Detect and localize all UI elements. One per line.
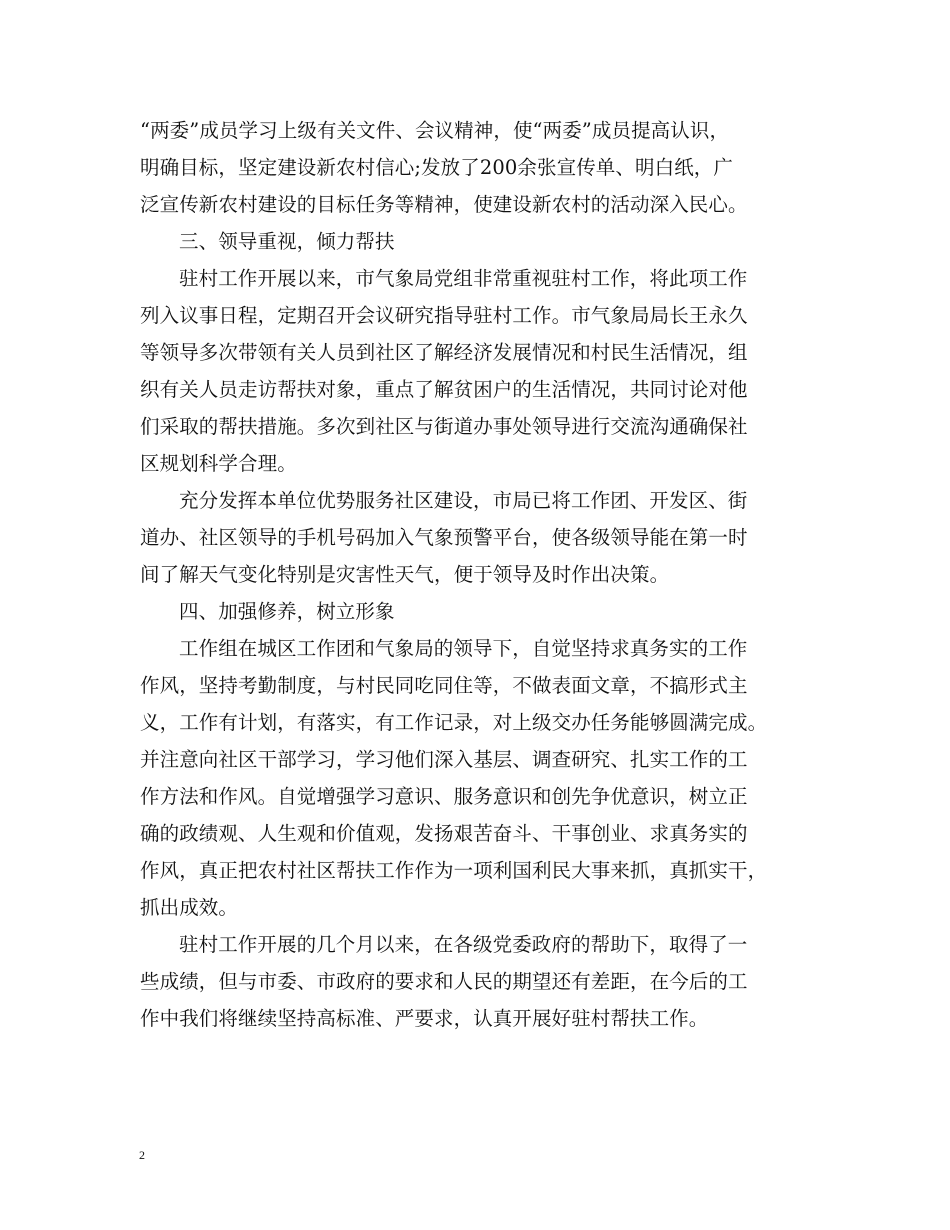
body-text-line: 泛宣传新农村建设的目标任务等精神，使建设新农村的活动深入民心。 bbox=[140, 193, 748, 216]
body-text-line: 并注意向社区干部学习，学习他们深入基层、调查研究、扎实工作的工 bbox=[140, 748, 748, 771]
body-text-line: “两委”成员学习上级有关文件、会议精神，使“两委”成员提高认识， bbox=[140, 119, 730, 142]
body-text-line: 织有关人员走访帮扶对象，重点了解贫困户的生活情况，共同讨论对他 bbox=[140, 378, 748, 401]
body-text-line: 抓出成效。 bbox=[140, 896, 239, 919]
paragraph-first-line: 驻村工作开展以来，市气象局党组非常重视驻村工作，将此项工作 bbox=[179, 267, 748, 290]
body-text-line: 义，工作有计划，有落实，有工作记录，对上级交办任务能够圆满完成。 bbox=[140, 711, 768, 734]
body-text-line: 作方法和作风。自觉增强学习意识、服务意识和创先争优意识，树立正 bbox=[140, 785, 748, 808]
paragraph-first-line: 工作组在城区工作团和气象局的领导下，自觉坚持求真务实的工作 bbox=[179, 637, 748, 660]
body-text-line: 们采取的帮扶措施。多次到社区与街道办事处领导进行交流沟通确保社 bbox=[140, 415, 748, 438]
page-number: 2 bbox=[139, 1148, 145, 1162]
body-text-line: 作中我们将继续坚持高标准、严要求，认真开展好驻村帮扶工作。 bbox=[140, 1007, 709, 1030]
body-text-line: 些成绩，但与市委、市政府的要求和人民的期望还有差距，在今后的工 bbox=[140, 970, 748, 993]
body-text-line: 明确目标，坚定建设新农村信心;发放了200余张宣传单、明白纸，广 bbox=[140, 156, 733, 179]
body-text-line: 作风，坚持考勤制度，与村民同吃同住等，不做表面文章，不搞形式主 bbox=[140, 674, 748, 697]
document-body bbox=[140, 112, 826, 1037]
body-text-line: 区规划科学合理。 bbox=[140, 452, 297, 475]
body-text-line: 间了解天气变化特别是灾害性天气，便于领导及时作出决策。 bbox=[140, 563, 670, 586]
paragraph-first-line: 驻村工作开展的几个月以来，在各级党委政府的帮助下，取得了一 bbox=[179, 933, 748, 956]
section-heading-3: 三、领导重视，倾力帮扶 bbox=[179, 230, 395, 253]
body-text-line: 列入议事日程，定期召开会议研究指导驻村工作。市气象局局长王永久 bbox=[140, 304, 748, 327]
paragraph-first-line: 充分发挥本单位优势服务社区建设，市局已将工作团、开发区、街 bbox=[179, 489, 748, 512]
section-heading-4: 四、加强修养，树立形象 bbox=[179, 600, 395, 623]
body-text-line: 确的政绩观、人生观和价值观，发扬艰苦奋斗、干事创业、求真务实的 bbox=[140, 822, 748, 845]
body-text-line: 等领导多次带领有关人员到社区了解经济发展情况和村民生活情况，组 bbox=[140, 341, 748, 364]
body-text-line: 作风，真正把农村社区帮扶工作作为一项利国利民大事来抓，真抓实干， bbox=[140, 859, 768, 882]
body-text-line: 道办、社区领导的手机号码加入气象预警平台，使各级领导能在第一时 bbox=[140, 526, 748, 549]
